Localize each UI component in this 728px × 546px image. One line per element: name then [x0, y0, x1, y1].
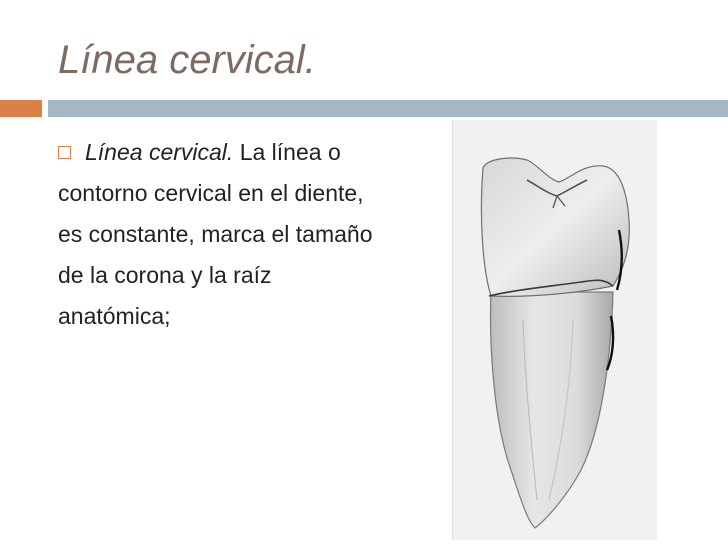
bullet-line-1	[58, 132, 453, 173]
bullet-text	[58, 132, 453, 362]
tooth-illustration-icon	[453, 120, 657, 540]
bullet-line-2: contorno cervical en el diente,	[58, 180, 364, 206]
bullet-line-5: anatómica;	[58, 303, 171, 329]
slide-title: Línea cervical.	[58, 38, 316, 82]
bullet-lead-italic: Línea cervical.	[85, 139, 234, 165]
square-bullet-icon	[58, 146, 71, 159]
title-rule-accent	[0, 100, 42, 117]
tooth-image	[452, 120, 657, 540]
bullet-line-3: es constante, marca el tamaño	[58, 221, 373, 247]
bullet-line-1-rest: La línea o	[233, 139, 341, 165]
bullet-line-4: de la corona y la raíz	[58, 262, 272, 288]
title-rule-bar	[48, 100, 728, 117]
